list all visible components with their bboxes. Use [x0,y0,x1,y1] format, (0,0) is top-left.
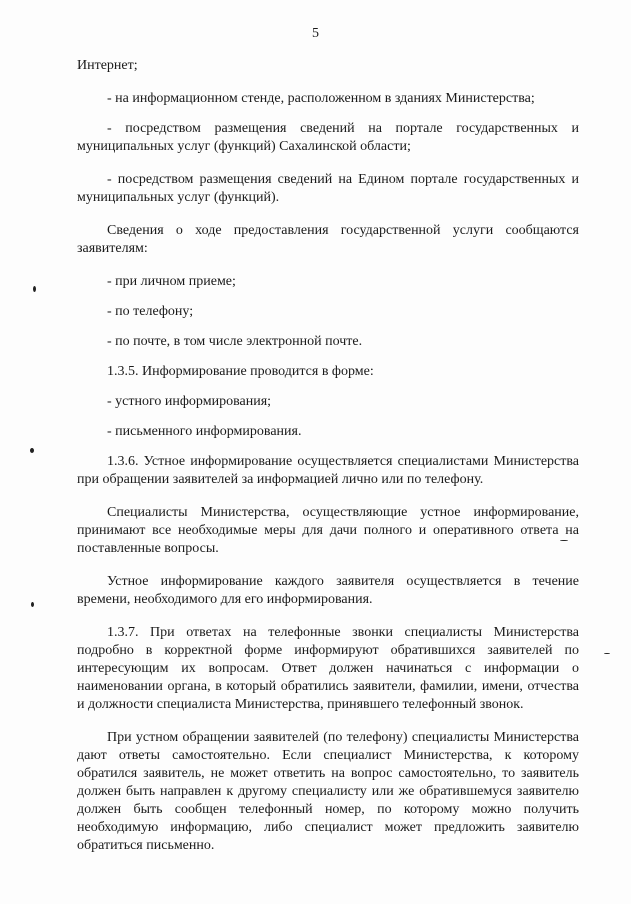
paragraph-progress-info: Сведения о ходе предоставления государственной услуги сообщаются заявителям: [77,223,579,256]
list-item-personal: - при личном приеме; [107,274,236,289]
scan-speck [30,448,34,453]
list-item-phone: - по телефону; [107,304,194,319]
scan-speck [31,602,34,607]
list-item-written: - письменного информирования. [107,424,302,439]
document-body [77,57,579,870]
scan-speck [560,540,568,541]
list-item-unified-portal: - посредством размещения сведений на Едином портале государственных и муниципальных услуг (функций). [77,172,579,205]
scan-speck [604,653,610,654]
section-1-3-6: 1.3.6. Устное информирование осуществляется специалистами Министерства при обращении заявителей за информацией лично или по телефону. [77,454,579,487]
section-1-3-7: 1.3.7. При ответах на телефонные звонки специалисты Министерства подробно в корректной форме информируют обратившихся заявителей по интересующим их вопросам. Ответ должен начинаться с информации о наименовании органа, в который обратились заявители, фамилии, имени, отчества и должности специалиста Министерства, принявшего телефонный звонок. [77,625,579,712]
page-number: 5 [312,26,319,41]
scan-speck [33,286,36,292]
paragraph-specialists: Специалисты Министерства, осуществляющие устное информирование, принимают все необходимые меры для дачи полного и оперативного ответа на поставленные вопросы. [77,505,579,556]
paragraph-oral-request: При устном обращении заявителей (по телефону) специалисты Министерства дают ответы самостоятельно. Если специалист Министерства, к которому обратился заявитель, не может ответить на вопрос самостоятельно, то заявитель должен быть направлен к другому специалисту или же обратившемуся заявителю должен быть сообщен телефонный номер, по которому можно получить необходимую информацию, либо специалист может предложить заявителю обратиться письменно. [77,730,579,853]
list-item-regional-portal: - посредством размещения сведений на портале государственных и муниципальных услуг (функций) Сахалинской области; [77,121,579,154]
list-item-mail: - по почте, в том числе электронной почте. [107,334,363,349]
list-item-oral: - устного информирования; [107,394,272,409]
section-1-3-5: 1.3.5. Информирование проводится в форме: [107,364,374,379]
paragraph-oral-duration: Устное информирование каждого заявителя осуществляется в течение времени, необходимого для его информирования. [77,574,579,607]
paragraph-internet: Интернет; [77,58,138,73]
list-item-info-stand: - на информационном стенде, расположенном в зданиях Министерства; [107,91,535,106]
